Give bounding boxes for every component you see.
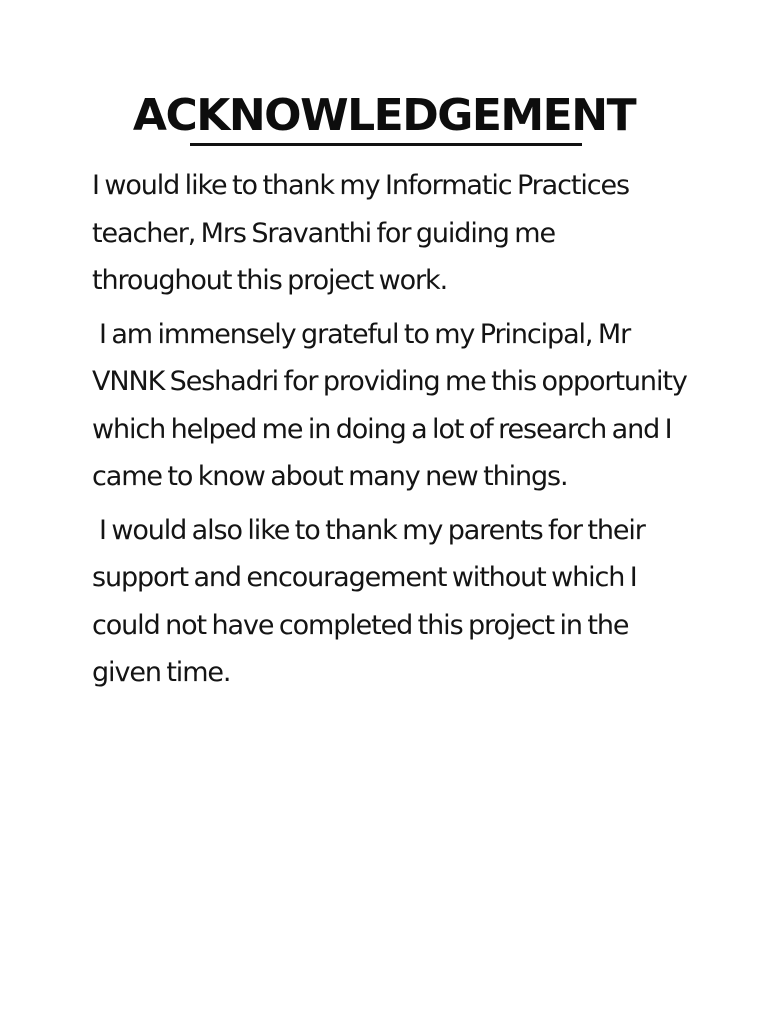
paragraph-parents-thanks: I would also like to thank my parents for their support and encouragement without which I could not have completed this project in the given time. xyxy=(92,514,651,688)
page-title: ACKNOWLEDGEMENT xyxy=(132,90,636,141)
title-underline xyxy=(190,143,582,146)
paragraph-principal-thanks: I am immensely grateful to my Principal, Mr VNNK Seshadri for providing me this opportunity which helped me in doing a lot of research and I came to know about many new things. xyxy=(92,318,693,492)
document-body xyxy=(92,162,692,703)
paragraph-teacher-thanks: I would like to thank my Informatic Practices teacher, Mrs Sravanthi for guiding me throughout this project work. xyxy=(92,170,635,296)
